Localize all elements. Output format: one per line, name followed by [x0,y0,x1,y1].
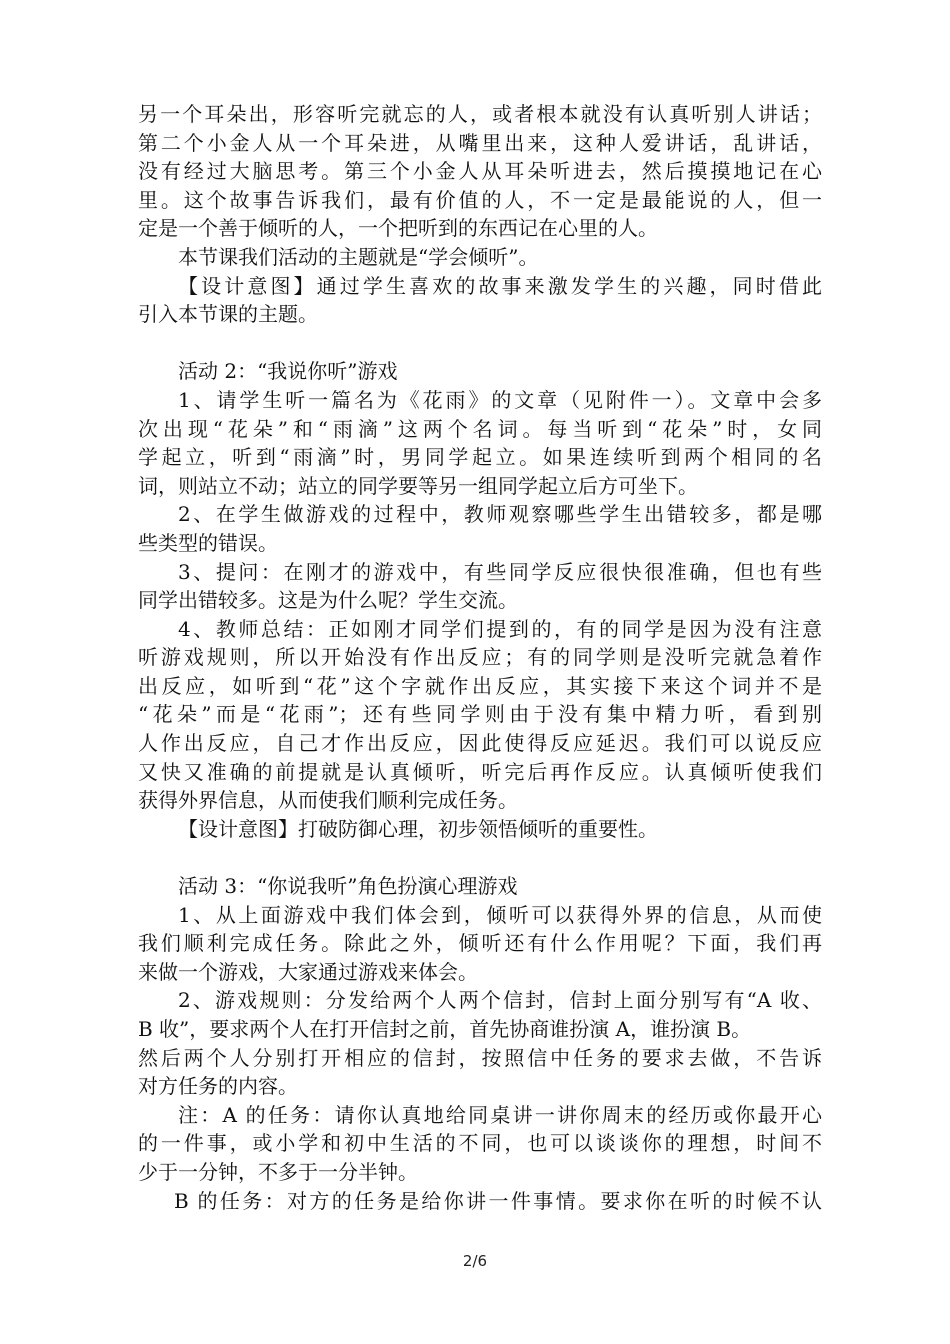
activity-heading: 活动 3：“你说我听”角色扮演心理游戏 [178,874,518,899]
text-line: B 的任务：对方的任务是给你讲一件事情。要求你在听的时候不认 [174,1188,822,1213]
text-line: 获得外界信息，从而使我们顺利完成任务。 [138,788,518,813]
text-line: “花朵”而是“花雨”；还有些同学则由于没有集中精力听，看到别 [138,702,822,727]
text-line: 引入本节课的主题。 [138,302,318,327]
text-line: 另一个耳朵出，形容听完就忘的人，或者根本就没有认真听别人讲话； [138,102,822,126]
text-line: 人作出反应，自己才作出反应，因此使得反应延迟。我们可以说反应 [138,731,822,756]
text-line: 同学出错较多。这是为什么呢？学生交流。 [138,588,518,613]
text-line: 里。这个故事告诉我们，最有价值的人，不一定是最能说的人，但一 [138,187,822,212]
activity-heading: 活动 2：“我说你听”游戏 [178,359,398,384]
text-line: 第二个小金人从一个耳朵进，从嘴里出来，这种人爱讲话，乱讲话， [138,130,822,155]
page-number: 2/6 [462,1252,488,1270]
text-line: 注：A 的任务：请你认真地给同桌讲一讲你周末的经历或你最开心 [178,1102,822,1127]
text-line: 对方任务的内容。 [138,1074,298,1099]
design-intent-line: 【设计意图】打破防御心理，初步领悟倾听的重要性。 [178,816,658,841]
text-line: 次出现“花朵”和“雨滴”这两个名词。每当听到“花朵”时，女同 [138,416,822,441]
blank-line [138,843,822,872]
text-line: 听游戏规则，所以开始没有作出反应；有的同学则是没听完就急着作 [138,645,822,670]
text-line: 2、在学生做游戏的过程中，教师观察哪些学生出错较多，都是哪 [178,502,822,527]
text-line: 3、提问：在刚才的游戏中，有些同学反应很快很准确，但也有些 [178,559,822,584]
text-line: 些类型的错误。 [138,530,278,555]
text-line: 定是一个善于倾听的人，一个把听到的东西记在心里的人。 [138,216,658,241]
text-line: 的一件事，或小学和初中生活的不同，也可以谈谈你的理想，时间不 [138,1131,822,1156]
text-line: 来做一个游戏，大家通过游戏来体会。 [138,959,478,984]
text-line: 词，则站立不动；站立的同学要等另一组同学起立后方可坐下。 [138,473,698,498]
blank-line [138,329,822,358]
text-line: 没有经过大脑思考。第三个小金人从耳朵听进去，然后摸摸地记在心 [138,159,822,184]
text-line: 本节课我们活动的主题就是“学会倾听”。 [178,244,539,269]
text-line: 4、教师总结：正如刚才同学们提到的，有的同学是因为没有注意 [178,616,822,641]
text-line: 1、请学生听一篇名为《花雨》的文章（见附件一）。文章中会多 [178,387,822,412]
text-line: 然后两个人分别打开相应的信封，按照信中任务的要求去做，不告诉 [138,1045,822,1070]
text-line: 学起立，听到“雨滴”时，男同学起立。如果连续听到两个相同的名 [138,445,822,470]
text-line: B 收”，要求两个人在打开信封之前，首先协商谁扮演 A，谁扮演 B。 [138,1017,752,1041]
text-line: 出反应，如听到“花”这个字就作出反应，其实接下来这个词并不是 [138,673,822,698]
design-intent-line: 【设计意图】通过学生喜欢的故事来激发学生的兴趣，同时借此 [178,273,822,298]
text-line: 1、从上面游戏中我们体会到，倾听可以获得外界的信息，从而使 [178,902,822,927]
text-line: 我们顺利完成任务。除此之外，倾听还有什么作用呢？下面，我们再 [138,931,822,956]
text-line: 少于一分钟，不多于一分半钟。 [138,1159,418,1184]
text-line: 2、游戏规则：分发给两个人两个信封，信封上面分别写有“A 收、 [178,988,822,1013]
text-line: 又快又准确的前提就是认真倾听，听完后再作反应。认真倾听使我们 [138,759,822,784]
document-body [138,100,822,1215]
